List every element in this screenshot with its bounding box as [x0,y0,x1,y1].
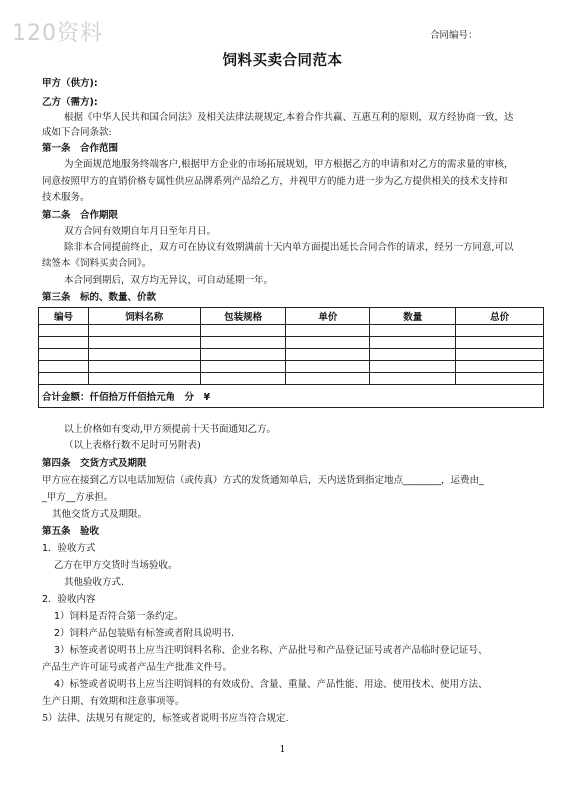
article-1-line-3: 技术服务。 [42,192,90,203]
page-title: 饲料买卖合同范本 [222,53,343,69]
table-row [39,361,544,373]
article-1-line-2: 同意按照甲方的直销价格专属性供应品牌系列产品给乙方，并视甲方的能力进一步为乙方提供相关的技术支持和 [42,176,508,187]
article-2-line-1: 双方合同有效期自年月日至年月日。 [64,226,217,237]
article-5-item-2: 2）饲料产品包装贴有标签或者附具说明书. [54,628,235,639]
table-row [39,349,544,361]
preamble-line-1: 根据《中华人民共和国合同法》及相关法律法规规定,本着合作共赢、互惠互利的原则，双方经协商一致，达 [64,112,514,123]
article-5-subsection-1: 1．验收方式 [42,543,96,554]
article-1-title: 第一条 合作范围 [42,143,119,154]
article-5-item-1: 1）饲料是否符合第一条约定。 [54,611,184,622]
column-header-packaging: 包装规格 [200,308,286,325]
article-5-item-4-line-1: 4）标签或者说明书上应当注明饲料的有效成份、含量、重量、产品性能、用途、使用技术、使用方法、 [54,679,488,690]
table-row [39,325,544,337]
article-4-line-3: 其他交货方式及期限。 [52,509,148,520]
party-a-label: 甲方（供方): [42,78,98,89]
article-5-method-1: 乙方在甲方交货时当场验收。 [54,560,178,571]
column-header-total-price: 总价 [456,308,544,325]
preamble-line-2: 成如下合同条款: [42,127,112,138]
total-amount-text: 合计金额：仟佰拾万仟佰拾元角 分 ¥ [39,385,544,408]
party-b-label: 乙方（需方): [42,97,98,108]
column-header-number: 编号 [39,308,89,325]
article-5-item-3-line-1: 3）标签或者说明书上应当注明饲料名称、企业名称、产品批号和产品登记证号或者产品临时登记证号、 [54,645,488,656]
article-2-title: 第二条 合作期限 [42,210,119,221]
article-4-title: 第四条 交货方式及期限 [42,458,147,469]
article-3-note-2: （以上表格行数不足时可另附表) [64,440,201,451]
article-3-title: 第三条 标的、数量、价款 [42,292,157,303]
contract-number-label: 合同编号： [430,30,478,41]
article-3-note-1: 以上价格如有变动,甲方须提前十天书面通知乙方。 [64,424,277,435]
article-5-item-3-line-2: 产品生产许可证号或者产品生产批准文件号。 [42,662,233,673]
items-table [38,307,544,408]
article-2-line-3: 续签本《饲料买卖合同》。 [42,258,152,269]
article-5-subsection-2: 2．验收内容 [42,594,96,605]
article-5-title: 第五条 验收 [42,526,100,537]
column-header-quantity: 数量 [370,308,456,325]
article-4-line-1: 甲方应在接到乙方以电话加短信（或传真）方式的发货通知单后，天内送货到指定地点________，运费由_ [42,475,484,486]
article-2-line-4: 本合同到期后，双方均无异议，可自动延期一年。 [64,275,274,286]
table-row [39,373,544,385]
total-amount-row [39,385,544,408]
watermark-logo: 120资料 [12,21,103,46]
column-header-feed-name: 饲料名称 [88,308,200,325]
page-number: 1 [279,744,286,755]
article-5-item-4-line-2: 生产日期、有效期和注意事项等。 [42,696,185,707]
article-4-line-2: _甲方__方承担。 [42,492,114,503]
article-5-method-2: 其他验收方式. [64,577,125,588]
article-5-item-5: 5）法律、法规另有规定的，标签或者说明书应当符合规定. [42,713,289,724]
table-header-row [39,308,544,325]
column-header-unit-price: 单价 [286,308,370,325]
table-row [39,337,544,349]
article-2-line-2: 除非本合同提前终止，双方可在协议有效期满前十天内单方面提出延长合同合作的请求，经另一方同意,可以 [64,242,514,253]
article-1-line-1: 为全面规范地服务终端客户,根据甲方企业的市场拓展规划，甲方根据乙方的申请和对乙方的需求量的审核， [64,159,514,170]
